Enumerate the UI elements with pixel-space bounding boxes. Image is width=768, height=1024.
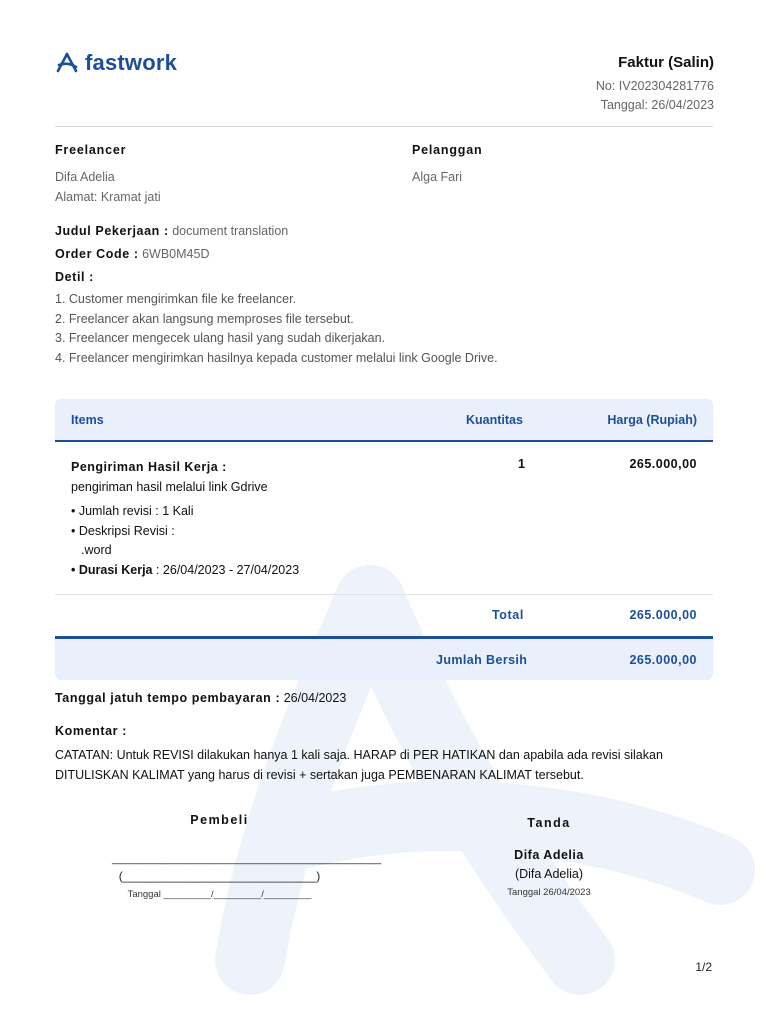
- detail-label: Detil :: [55, 270, 94, 284]
- item-revision-desc-label: • Deskripsi Revisi :: [71, 523, 175, 538]
- signer-date: Tanggal 26/04/2023: [507, 887, 591, 898]
- customer-name: Alga Fari: [412, 170, 463, 184]
- item-price: 265.000,00: [629, 457, 697, 471]
- job-title-label: Judul Pekerjaan :: [55, 224, 169, 238]
- detail-item: 2. Freelancer akan langsung memproses file tersebut.: [55, 311, 354, 326]
- order-code-line: [55, 247, 209, 261]
- job-title-value: document translation: [172, 224, 289, 238]
- due-date-value: 26/04/2023: [280, 691, 347, 705]
- item-duration: [71, 561, 299, 581]
- invoice-header: [596, 54, 714, 115]
- freelancer-name: Difa Adelia: [55, 170, 115, 184]
- item-revisions: • Jumlah revisi : 1 Kali: [71, 504, 194, 518]
- item-revision-desc-value: .word: [81, 543, 112, 557]
- fastwork-logo-icon: [55, 51, 79, 75]
- buyer-date-line: Tanggal _________/_________/_________: [127, 889, 312, 900]
- detail-line: [55, 270, 94, 284]
- col-price: Harga (Rupiah): [607, 413, 697, 427]
- header-divider: [55, 126, 713, 127]
- net-total-row: [55, 636, 713, 680]
- detail-list: [55, 290, 498, 368]
- detail-item: 3. Freelancer mengecek ulang hasil yang sudah dikerjakan.: [55, 331, 386, 345]
- buyer-name-line: (_____________________________): [118, 869, 321, 883]
- item-row: [71, 460, 299, 580]
- buyer-signature: [112, 813, 382, 900]
- invoice-number: No: IV202304281776: [595, 79, 714, 93]
- item-quantity: 1: [518, 457, 525, 471]
- signer-paren-name: (Difa Adelia): [514, 867, 584, 881]
- comment-label: Komentar :: [55, 724, 127, 738]
- fastwork-logo: [55, 50, 177, 76]
- order-code-value: 6WB0M45D: [142, 247, 210, 261]
- comment-text: CATATAN: Untuk REVISI dilakukan hanya 1 kali saja. HARAP di PER HATIKAN dan apabila ada revisi silakan DITULISKAN KALIMAT yang harus di revisi + sertakan juga PEMBENARAN KALIMAT tersebut.: [55, 748, 663, 782]
- items-table-header: [55, 399, 713, 442]
- freelancer-label: Freelancer: [55, 143, 127, 157]
- item-description: pengiriman hasil melalui link Gdrive: [71, 480, 268, 494]
- detail-item: 1. Customer mengirimkan file ke freelancer.: [55, 292, 297, 306]
- detail-item: 4. Freelancer mengirimkan hasilnya kepada customer melalui link Google Drive.: [55, 350, 498, 365]
- item-title: Pengiriman Hasil Kerja :: [71, 460, 227, 474]
- signer-name: Difa Adelia: [514, 848, 584, 862]
- seller-signature: [470, 816, 628, 898]
- order-code-label: Order Code :: [55, 247, 139, 261]
- buyer-label: Pembeli: [190, 813, 249, 827]
- freelancer-address: Alamat: Kramat jati: [55, 190, 161, 204]
- item-duration-label: • Durasi Kerja: [71, 562, 153, 577]
- col-items: Items: [71, 413, 104, 427]
- col-quantity: Kuantitas: [466, 413, 523, 427]
- due-date-label: Tanggal jatuh tempo pembayaran :: [55, 691, 281, 705]
- total-label: Total: [492, 608, 524, 622]
- invoice-title: Faktur (Salin): [618, 54, 714, 71]
- net-label: Jumlah Bersih: [436, 653, 528, 667]
- item-duration-value: : 26/04/2023 - 27/04/2023: [152, 562, 300, 577]
- due-date-line: [55, 691, 346, 705]
- buyer-sign-line: ____________________________________________: [112, 853, 382, 865]
- customer-section: [412, 143, 482, 187]
- net-value: 265.000,00: [629, 653, 697, 667]
- invoice-date: Tanggal: 26/04/2023: [600, 98, 714, 112]
- table-divider: [55, 594, 713, 595]
- job-title-line: [55, 224, 288, 238]
- page-number: 1/2: [695, 960, 712, 974]
- total-value: 265.000,00: [629, 608, 697, 622]
- sign-label: Tanda: [527, 816, 571, 830]
- brand-name: fastwork: [85, 50, 178, 75]
- customer-label: Pelanggan: [412, 143, 483, 157]
- freelancer-section: [55, 143, 161, 207]
